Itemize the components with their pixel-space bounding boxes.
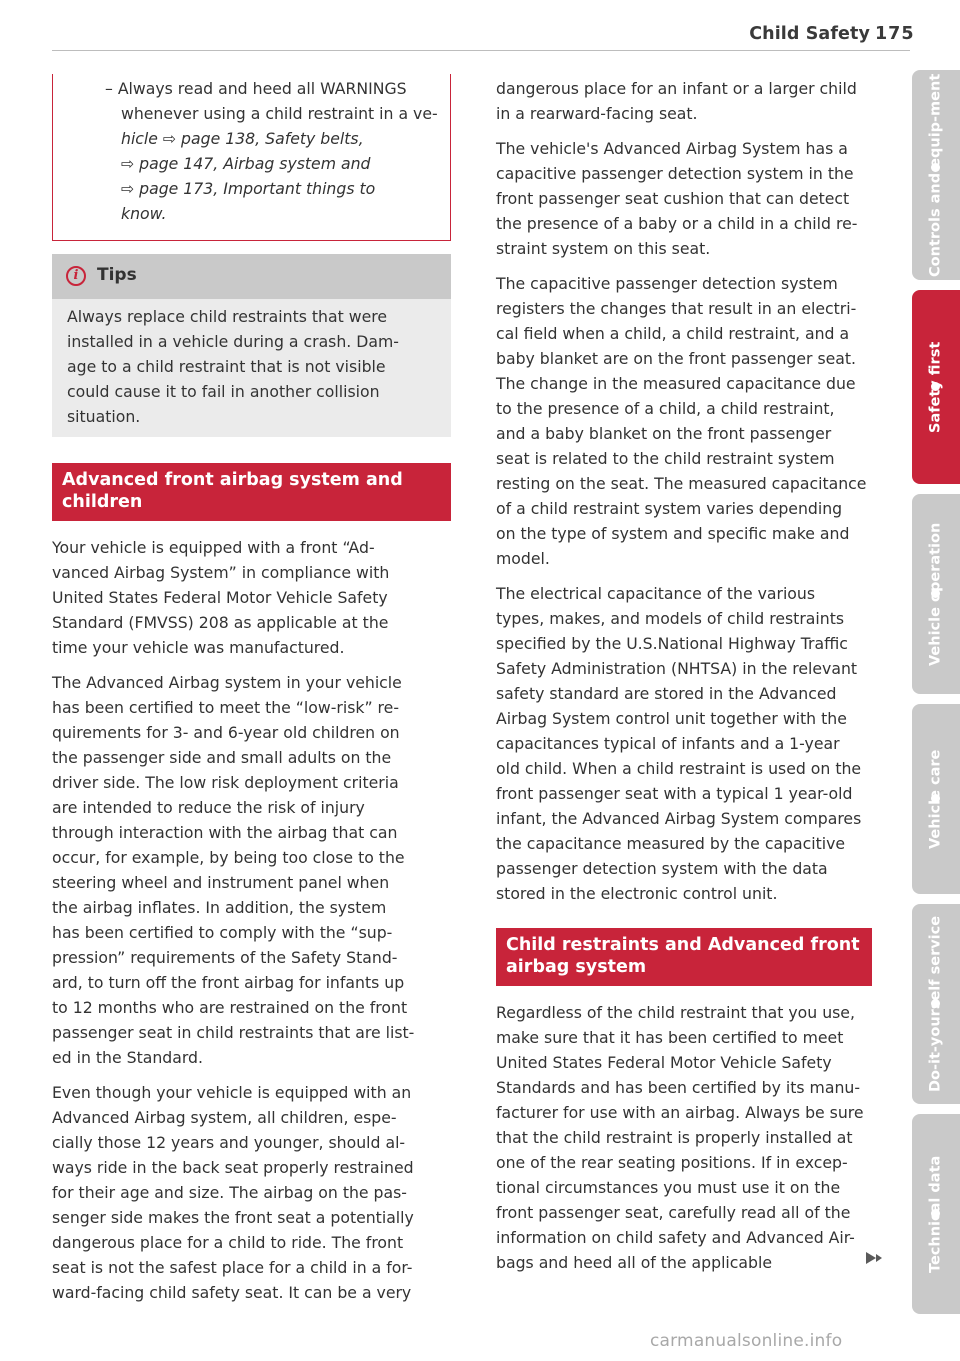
warning-link-airbag-system[interactable]: ⇨ page 147, Airbag system and — [121, 154, 371, 173]
text-line: registers the changes that result in an electri- — [496, 299, 857, 318]
text-line: safety standard are stored in the Advanced — [496, 684, 837, 703]
text-line: Even though your vehicle is equipped with an — [52, 1083, 412, 1102]
warning-line: whenever using a child restraint in a ve- — [121, 104, 438, 123]
text-line: driver side. The low risk deployment criteria — [52, 773, 399, 792]
text-line: tional circumstances you must use it on the — [496, 1178, 841, 1197]
text-line: seat is not the safest place for a child in a for- — [52, 1258, 413, 1277]
text-line: the presence of a baby or a child in a child re- — [496, 214, 858, 233]
text-line: through interaction with the airbag that can — [52, 823, 398, 842]
watermark: carmanualsonline.info — [650, 1331, 843, 1351]
tips-line: installed in a vehicle during a crash. Dam- — [67, 332, 399, 351]
warning-line: know. — [121, 204, 167, 223]
text-line: capacitive passenger detection system in the — [496, 164, 854, 183]
text-line: senger side makes the front seat a potentially — [52, 1208, 414, 1227]
text-line: Advanced Airbag system, all children, espe- — [52, 1108, 397, 1127]
text-line: and a baby blanket on the front passenger — [496, 424, 832, 443]
text-line: straint system on this seat. — [496, 239, 711, 258]
section1-body — [52, 535, 451, 1305]
text-line: that the child restraint is properly installed at — [496, 1128, 853, 1147]
tips-body — [52, 299, 451, 437]
side-tab-label: Vehicle care — [927, 749, 944, 849]
text-line: The capacitive passenger detection system — [496, 274, 838, 293]
text-line: ard, to turn off the front airbag for infants up — [52, 973, 405, 992]
side-tab-label: Vehicle operation — [927, 522, 944, 666]
text-line: time your vehicle was manufactured. — [52, 638, 345, 657]
text-line: the capacitance measured by the capacitive — [496, 834, 846, 853]
text-line: baby blanket are on the front passenger seat. — [496, 349, 857, 368]
tips-label: Tips — [97, 265, 137, 285]
text-line: bags and heed all of the applicable — [496, 1253, 772, 1272]
text-line: the airbag inflates. In addition, the system — [52, 898, 387, 917]
text-line: Standards and has been certified by its manu- — [496, 1078, 860, 1097]
paragraph — [52, 1080, 451, 1305]
text-line: ways ride in the back seat properly restrained — [52, 1158, 414, 1177]
side-tab-do-it-yourself[interactable] — [912, 904, 960, 1104]
text-line: infant, the Advanced Airbag System compares — [496, 809, 862, 828]
section-heading-line: children — [62, 492, 143, 512]
section-title: Child Safety — [749, 24, 870, 44]
text-line: front passenger seat, carefully read all of the — [496, 1203, 851, 1222]
text-line: to the presence of a child, a child restraint, — [496, 399, 835, 418]
text-line: Your vehicle is equipped with a front “Ad- — [52, 538, 375, 557]
text-line: resting on the seat. The measured capacitance — [496, 474, 867, 493]
text-line: passenger seat in child restraints that are list- — [52, 1023, 415, 1042]
warning-line: – Always read and heed all WARNINGS — [105, 79, 407, 98]
text-line: passenger detection system with the data — [496, 859, 828, 878]
text-line: The change in the measured capacitance due — [496, 374, 856, 393]
section-heading-line: airbag system — [506, 957, 647, 977]
text-line: to 12 months who are restrained on the front — [52, 998, 408, 1017]
warning-box — [52, 74, 451, 241]
continue-arrow-icon — [876, 1254, 882, 1262]
text-line: information on child safety and Advanced Air- — [496, 1228, 855, 1247]
text-line: the passenger side and small adults on the — [52, 748, 392, 767]
text-line: Airbag System control unit together with the — [496, 709, 847, 728]
right-column — [496, 76, 872, 1285]
text-line: Regardless of the child restraint that you use, — [496, 1003, 855, 1022]
text-line: ward-facing child safety seat. It can be a very — [52, 1283, 412, 1302]
text-line: Standard (FMVSS) 208 as applicable at the — [52, 613, 389, 632]
tips-header — [52, 254, 451, 299]
text-line: front passenger seat with a typical 1 year-old — [496, 784, 853, 803]
text-line: make sure that it has been certified to meet — [496, 1028, 844, 1047]
paragraph — [496, 581, 872, 906]
paragraph — [496, 136, 872, 261]
text-line: specified by the U.S.National Highway Traffic — [496, 634, 848, 653]
text-line: The electrical capacitance of the various — [496, 584, 816, 603]
text-line: The Advanced Airbag system in your vehicle — [52, 673, 402, 692]
side-tab-vehicle-operation[interactable] — [912, 494, 960, 694]
side-tab-technical-data[interactable] — [912, 1114, 960, 1314]
text-line: United States Federal Motor Vehicle Safety — [496, 1053, 832, 1072]
paragraph — [496, 271, 872, 571]
text-line: stored in the electronic control unit. — [496, 884, 778, 903]
paragraph — [496, 76, 872, 126]
text-line: of a child restraint system varies depending — [496, 499, 843, 518]
left-column — [52, 74, 451, 1315]
paragraph — [496, 1000, 872, 1275]
side-tab-label: Do-it-yourself service — [927, 915, 944, 1093]
info-icon: i — [66, 266, 86, 286]
text-line: are intended to reduce the risk of injury — [52, 798, 365, 817]
text-line: front passenger seat cushion that can detect — [496, 189, 850, 208]
side-tab-vehicle-care[interactable] — [912, 704, 960, 894]
text-line: United States Federal Motor Vehicle Safety — [52, 588, 388, 607]
text-line: ed in the Standard. — [52, 1048, 203, 1067]
text-line: cially those 12 years and younger, should al- — [52, 1133, 406, 1152]
page-number: 175 — [875, 24, 915, 44]
side-tab-safety-first[interactable] — [912, 290, 960, 484]
side-tab-label: Safety first — [927, 341, 944, 433]
text-line: dangerous place for a child to ride. The front — [52, 1233, 404, 1252]
text-line: on the type of system and specific make and — [496, 524, 850, 543]
text-line: old child. When a child restraint is used on the — [496, 759, 862, 778]
text-line: steering wheel and instrument panel when — [52, 873, 390, 892]
text-line: model. — [496, 549, 550, 568]
text-line: capacitances typical of infants and a 1-year — [496, 734, 840, 753]
section-heading-advanced-front-airbag — [52, 463, 451, 521]
text-line: facturer for use with an airbag. Always be sure — [496, 1103, 864, 1122]
paragraph — [52, 670, 451, 1070]
side-tab-controls[interactable] — [912, 70, 960, 280]
side-tab-label: Controls and equip-ment — [927, 73, 944, 277]
text-line: pression” requirements of the Safety Stand- — [52, 948, 398, 967]
text-line: quirements for 3- and 6-year old children on — [52, 723, 400, 742]
warning-link-safety-belts[interactable]: hicle ⇨ page 138, Safety belts, — [121, 129, 364, 148]
section-heading-line: Child restraints and Advanced front — [506, 935, 860, 955]
text-line: cal field when a child, a child restraint, and a — [496, 324, 850, 343]
text-line: vanced Airbag System” in compliance with — [52, 563, 390, 582]
text-line: types, makes, and models of child restraints — [496, 609, 845, 628]
section-heading-child-restraints — [496, 928, 872, 986]
text-line: has been certified to meet the “low-risk” re- — [52, 698, 399, 717]
text-line: Safety Administration (NHTSA) in the relevant — [496, 659, 858, 678]
text-line: has been certified to comply with the “sup- — [52, 923, 393, 942]
tips-line: Always replace child restraints that were — [67, 307, 387, 326]
header-rule — [52, 50, 910, 51]
text-line: dangerous place for an infant or a larger child — [496, 79, 857, 98]
text-line: The vehicle's Advanced Airbag System has a — [496, 139, 848, 158]
section-heading-line: Advanced front airbag system and — [62, 470, 403, 490]
paragraph — [52, 535, 451, 660]
side-tab-label: Technical data — [927, 1155, 944, 1273]
text-line: occur, for example, by being too close to the — [52, 848, 405, 867]
tips-line: could cause it to fail in another collision — [67, 382, 380, 401]
text-line: seat is related to the child restraint system — [496, 449, 835, 468]
warning-link-important-things[interactable]: ⇨ page 173, Important things to — [121, 179, 376, 198]
text-line: for their age and size. The airbag on the pas- — [52, 1183, 407, 1202]
tips-line: age to a child restraint that is not visible — [67, 357, 386, 376]
text-line: in a rearward-facing seat. — [496, 104, 698, 123]
tips-line: situation. — [67, 407, 141, 426]
text-line: one of the rear seating positions. If in excep- — [496, 1153, 848, 1172]
continue-arrow-icon — [866, 1252, 876, 1264]
